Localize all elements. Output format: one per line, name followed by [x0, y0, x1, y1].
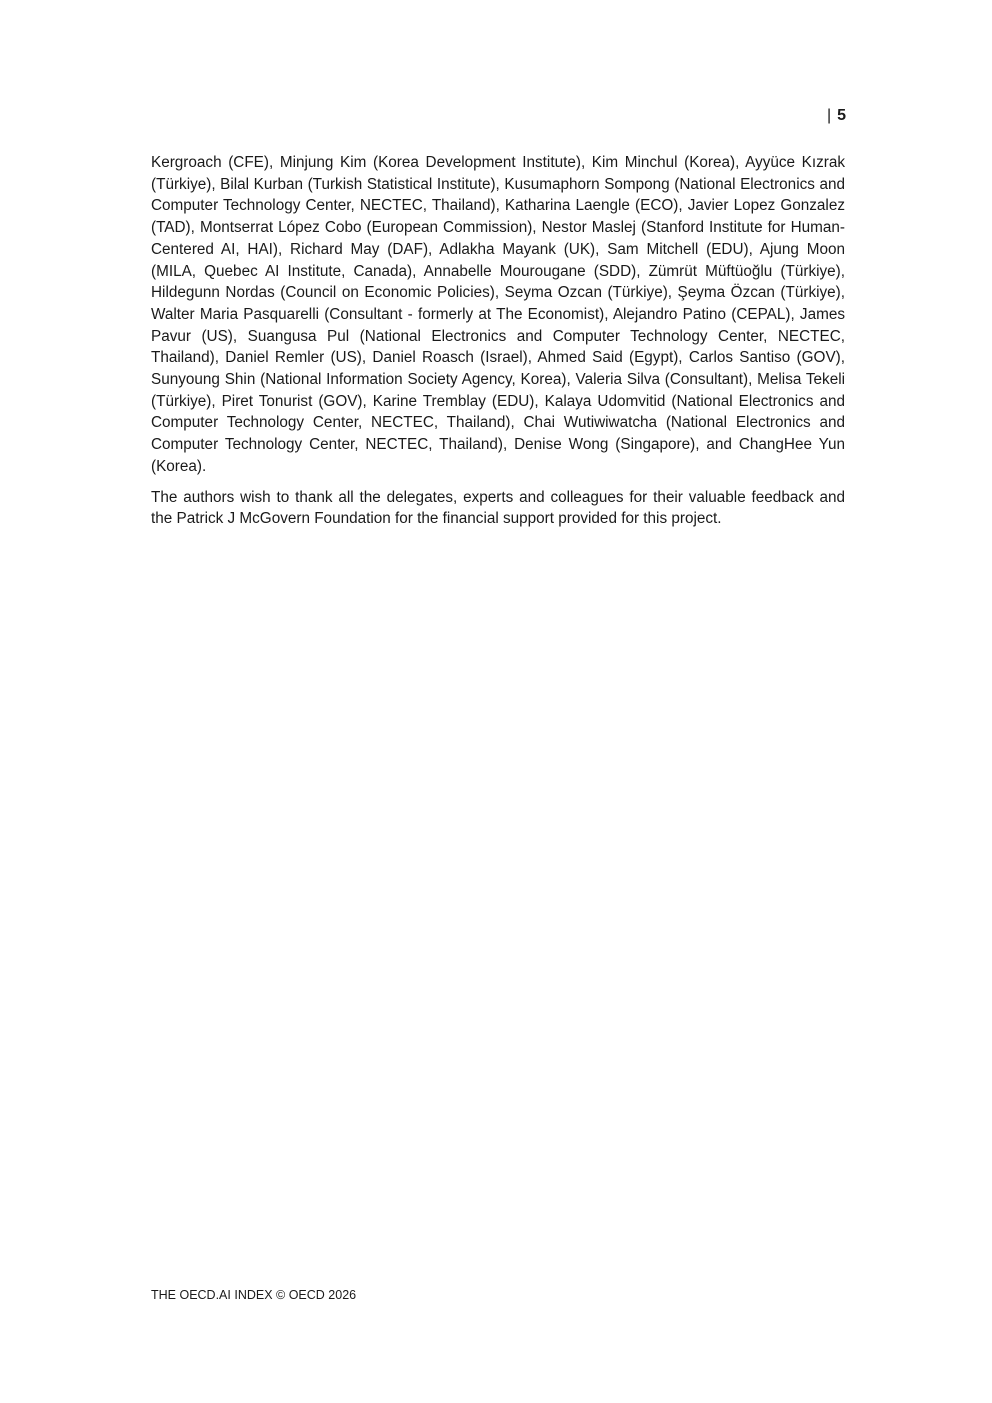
- acknowledgements-paragraph: Kergroach (CFE), Minjung Kim (Korea Development Institute), Kim Minchul (Korea), Ayyüce Kızrak (Türkiye), Bilal Kurban (Turkish Statistical Institute), Kusumaphorn Sompong (National Electronics and Computer Technology Center, NECTEC, Thailand), Katharina Laengle (ECO), Javier Lopez Gonzalez (TAD), Montserrat López Cobo (European Commission), Nestor Maslej (Stanford Institute for Human-Centered AI, HAI), Richard May (DAF), Adlakha Mayank (UK), Sam Mitchell (EDU), Ajung Moon (MILA, Quebec AI Institute, Canada), Annabelle Mourougane (SDD), Zümrüt Müftüoğlu (Türkiye), Hildegunn Nordas (Council on Economic Policies), Seyma Ozcan (Türkiye), Şeyma Özcan (Türkiye), Walter Maria Pasquarelli (Consultant - formerly at The Economist), Alejandro Patino (CEPAL), James Pavur (US), Suangusa Pul (National Electronics and Computer Technology Center, NECTEC, Thailand), Daniel Remler (US), Daniel Roasch (Israel), Ahmed Said (Egypt), Carlos Santiso (GOV), Sunyoung Shin (National Information Society Agency, Korea), Valeria Silva (Consultant), Melisa Tekeli (Türkiye), Piret Tonurist (GOV), Karine Tremblay (EDU), Kalaya Udomvitid (National Electronics and Computer Technology Center, NECTEC, Thailand), Chai Wutiwiwatcha (National Electronics and Computer Technology Center, NECTEC, Thailand), Denise Wong (Singapore), and ChangHee Yun (Korea).: [151, 154, 845, 475]
- thanks-paragraph: The authors wish to thank all the delegates, experts and colleagues for their valuable feedback and the Patrick J McGovern Foundation for the financial support provided for this project.: [151, 488, 845, 528]
- page-number: 5: [837, 107, 846, 124]
- page-footer: THE OECD.AI INDEX © OECD 2026: [151, 1288, 357, 1302]
- page-header: [827, 104, 846, 128]
- header-separator: |: [826, 107, 832, 124]
- main-content: [151, 152, 845, 539]
